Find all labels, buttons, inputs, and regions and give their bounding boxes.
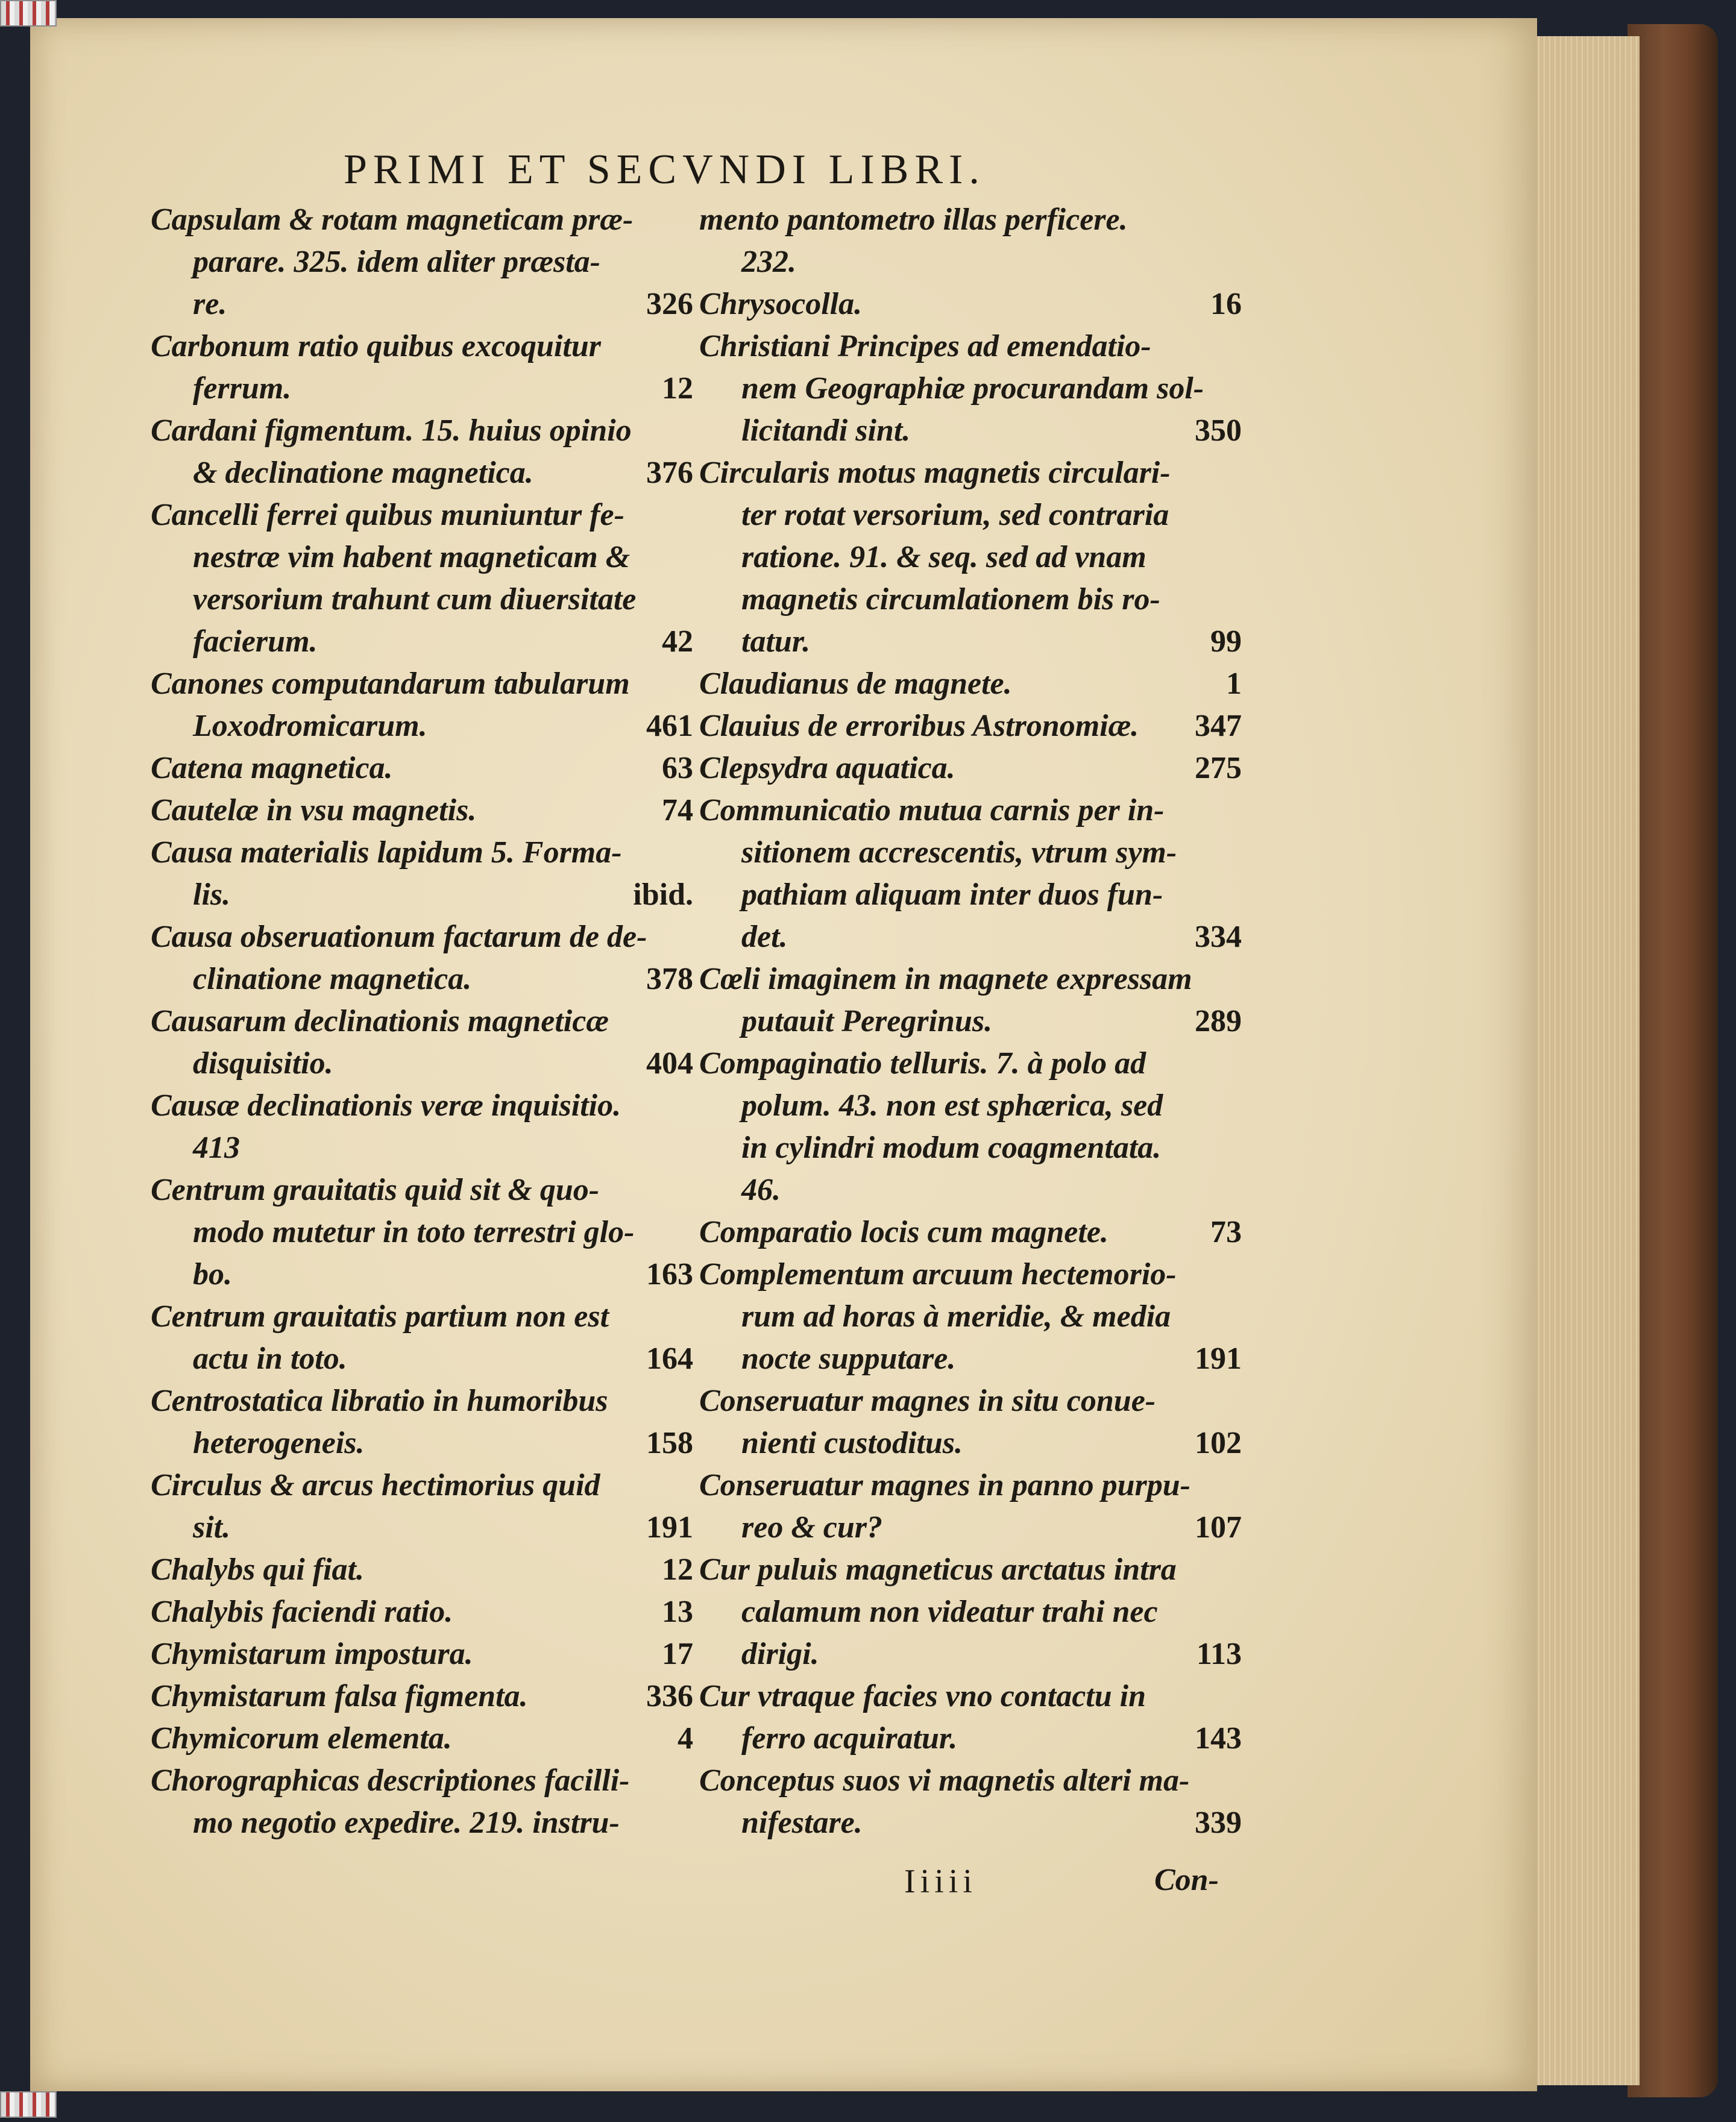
index-entry-line: Chalybis faciendi ratio. xyxy=(151,1595,453,1629)
index-entry-line: Cancelli ferrei quibus muniuntur fe- xyxy=(151,498,624,532)
index-entry-line: lis. xyxy=(193,877,231,912)
index-entry-line: Circularis motus magnetis circulari- xyxy=(699,456,1171,490)
index-entry xyxy=(151,1169,693,1296)
page-reference: 113 xyxy=(1196,1637,1242,1671)
page-reference: 350 xyxy=(1195,413,1242,448)
page-reference: ibid. xyxy=(633,877,693,912)
index-entry xyxy=(151,1296,693,1380)
index-entry xyxy=(699,1549,1242,1675)
index-entry xyxy=(151,747,693,789)
index-entry-line: Claudianus de magnete. xyxy=(699,667,1012,701)
index-entry-line: Centrum grauitatis quid sit & quo- xyxy=(151,1173,600,1207)
index-entry-line: Clauius de erroribus Astronomiæ. xyxy=(699,709,1139,743)
index-entry xyxy=(151,916,693,1000)
index-entry-line: Conseruatur magnes in situ conue- xyxy=(699,1384,1156,1418)
index-entry-line: Capsulam & rotam magneticam præ- xyxy=(151,202,634,237)
index-entry-line: nestræ vim habent magneticam & xyxy=(193,540,631,574)
index-entry-line: Compaginatio telluris. 7. à polo ad xyxy=(699,1046,1146,1081)
clip-bottom xyxy=(0,2091,57,2118)
index-entry xyxy=(151,663,693,747)
index-entry xyxy=(151,1000,693,1085)
page-reference: 4 xyxy=(678,1721,693,1756)
page-reference: 334 xyxy=(1195,920,1242,954)
index-entry-line: nienti custoditus. xyxy=(741,1426,963,1460)
page-reference: 376 xyxy=(646,456,693,490)
index-entry xyxy=(151,1549,693,1591)
index-entry xyxy=(699,325,1242,452)
index-entry-line: Communicatio mutua carnis per in- xyxy=(699,793,1165,827)
index-entry-line: Clepsydra aquatica. xyxy=(699,751,955,785)
index-entry-line: Centrum grauitatis partium non est xyxy=(151,1299,609,1334)
index-entry-line: Causa obseruationum factarum de de- xyxy=(151,920,647,954)
page-reference: 326 xyxy=(646,287,693,321)
index-entry-line: mo negotio expedire. 219. instru- xyxy=(193,1806,620,1840)
page-reference: 143 xyxy=(1195,1721,1242,1756)
page-reference: 275 xyxy=(1195,751,1242,785)
index-entry-line: nem Geographiæ procurandam sol- xyxy=(741,371,1204,406)
page-reference: 289 xyxy=(1195,1004,1242,1038)
running-head: PRIMI ET SECVNDI LIBRI. xyxy=(344,146,986,193)
index-entry-line: ter rotat versorium, sed contraria xyxy=(741,498,1169,532)
index-entry-line: ratione. 91. & seq. sed ad vnam xyxy=(741,540,1146,574)
page-reference: 102 xyxy=(1195,1426,1242,1460)
index-entry-line: Chymistarum falsa figmenta. xyxy=(151,1679,528,1713)
index-entry xyxy=(151,1718,693,1760)
index-column-right xyxy=(699,199,1242,1844)
index-entry xyxy=(151,325,693,410)
page-reference: 17 xyxy=(662,1637,693,1671)
index-entry-line: Carbonum ratio quibus excoquitur xyxy=(151,329,601,363)
index-entry-line: Chalybs qui fiat. xyxy=(151,1552,364,1587)
page-reference: 158 xyxy=(646,1426,693,1460)
index-entry xyxy=(699,283,1242,325)
index-entry-line: sit. xyxy=(193,1510,231,1545)
index-entry-line: Complementum arcuum hectemorio- xyxy=(699,1257,1177,1292)
page-reference: 107 xyxy=(1195,1510,1242,1545)
index-entry xyxy=(699,1254,1242,1380)
index-entry-line: facierum. xyxy=(193,624,318,659)
index-entry-line: & declinatione magnetica. xyxy=(193,456,533,490)
index-entry-line: Causa materialis lapidum 5. Forma- xyxy=(151,835,622,870)
index-entry-line: pathiam aliquam inter duos fun- xyxy=(741,877,1163,912)
page-reference: 191 xyxy=(646,1510,693,1545)
index-entry xyxy=(699,747,1242,789)
index-entry-line: putauit Peregrinus. xyxy=(741,1004,993,1038)
index-entry xyxy=(699,199,1242,283)
index-entry-line: sitionem accrescentis, vtrum sym- xyxy=(741,835,1177,870)
index-entry-line: magnetis circumlationem bis ro- xyxy=(741,582,1160,617)
index-entry-line: Chrysocolla. xyxy=(699,287,863,321)
index-entry-line: Causæ declinationis veræ inquisitio. xyxy=(151,1088,621,1123)
index-entry xyxy=(151,789,693,832)
index-entry xyxy=(151,494,693,663)
index-entry-line: Canones computandarum tabularum xyxy=(151,667,630,701)
index-entry xyxy=(151,1633,693,1675)
index-entry-line: Chymistarum impostura. xyxy=(151,1637,473,1671)
page-reference: 378 xyxy=(646,962,693,996)
index-entry xyxy=(151,199,693,325)
index-entry xyxy=(699,789,1242,958)
page-reference: 163 xyxy=(646,1257,693,1292)
index-entry-line: clinatione magnetica. xyxy=(193,962,472,996)
index-entry xyxy=(699,1211,1242,1254)
index-entry-line: mento pantometro illas perficere. xyxy=(699,202,1128,237)
index-entry-line: det. xyxy=(741,920,788,954)
page-reference: 16 xyxy=(1210,287,1242,321)
index-entry xyxy=(699,1675,1242,1760)
index-entry-line: Cur puluis magneticus arctatus intra xyxy=(699,1552,1177,1587)
index-entry xyxy=(151,1675,693,1718)
index-entry-line: 232. xyxy=(741,245,796,279)
index-entry-line: Cautelæ in vsu magnetis. xyxy=(151,793,477,827)
page-reference: 63 xyxy=(662,751,693,785)
index-entry-line: Cur vtraque facies vno contactu in xyxy=(699,1679,1146,1713)
index-entry-line: disquisitio. xyxy=(193,1046,333,1081)
page-reference: 191 xyxy=(1195,1342,1242,1376)
index-entry xyxy=(151,1464,693,1549)
index-entry-line: reo & cur? xyxy=(741,1510,882,1545)
page-reference: 12 xyxy=(662,371,693,406)
index-entry-line: polum. 43. non est sphærica, sed xyxy=(741,1088,1163,1123)
index-entry-line: Cœli imaginem in magnete expressam xyxy=(699,962,1192,996)
index-entry-line: Chorographicas descriptiones facilli- xyxy=(151,1763,630,1798)
index-entry-line: Christiani Principes ad emendatio- xyxy=(699,329,1151,363)
index-entry-line: dirigi. xyxy=(741,1637,819,1671)
index-entry xyxy=(699,663,1242,705)
index-entry-line: Causarum declinationis magneticæ xyxy=(151,1004,609,1038)
page-reference: 336 xyxy=(646,1679,693,1713)
page-reference: 339 xyxy=(1195,1806,1242,1840)
index-entry-line: Conceptus suos vi magnetis alteri ma- xyxy=(699,1763,1190,1798)
index-entry-line: Loxodromicarum. xyxy=(193,709,427,743)
book-page xyxy=(30,18,1537,2091)
index-entry xyxy=(699,452,1242,663)
index-entry xyxy=(151,1591,693,1633)
index-entry-line: rum ad horas à meridie, & media xyxy=(741,1299,1171,1334)
index-entry xyxy=(151,1085,693,1169)
index-entry-line: bo. xyxy=(193,1257,232,1292)
index-entry-line: calamum non videatur trahi nec xyxy=(741,1595,1158,1629)
page-edges xyxy=(1519,36,1640,2085)
catchword: Con- xyxy=(1154,1863,1219,1897)
index-entry-line: Comparatio locis cum magnete. xyxy=(699,1215,1109,1249)
index-column-left xyxy=(151,199,693,1844)
page-reference: 12 xyxy=(662,1552,693,1587)
leather-cover-edge xyxy=(1628,24,1718,2097)
index-entry xyxy=(151,410,693,494)
page-reference: 13 xyxy=(662,1595,693,1629)
index-entry-line: Conseruatur magnes in panno purpu- xyxy=(699,1468,1190,1502)
index-entry-line: parare. 325. idem aliter præsta- xyxy=(193,245,600,279)
index-entry xyxy=(699,1760,1242,1844)
index-entry-line: Chymicorum elementa. xyxy=(151,1721,452,1756)
clip-top xyxy=(0,0,57,27)
index-entry xyxy=(151,832,693,916)
index-entry-line: tatur. xyxy=(741,624,811,659)
index-entry-line: ferrum. xyxy=(193,371,292,406)
index-entry-line: heterogeneis. xyxy=(193,1426,365,1460)
page-reference: 74 xyxy=(662,793,693,827)
index-entry-line: ferro acquiratur. xyxy=(741,1721,958,1756)
index-entry xyxy=(699,958,1242,1043)
page-reference: 1 xyxy=(1226,667,1242,701)
index-entry xyxy=(699,1380,1242,1464)
index-entry xyxy=(151,1760,693,1844)
signature-mark: Iiiii xyxy=(904,1863,977,1900)
index-entry-line: re. xyxy=(193,287,227,321)
index-entry-line: 46. xyxy=(741,1173,781,1207)
page-reference: 73 xyxy=(1210,1215,1242,1249)
index-entry-line: 413 xyxy=(193,1131,240,1165)
index-entry-line: nifestare. xyxy=(741,1806,863,1840)
index-entry xyxy=(699,1043,1242,1211)
index-entry-line: licitandi sint. xyxy=(741,413,911,448)
page-reference: 461 xyxy=(646,709,693,743)
index-entry-line: Centrostatica libratio in humoribus xyxy=(151,1384,608,1418)
page-reference: 99 xyxy=(1210,624,1242,659)
index-entry-line: actu in toto. xyxy=(193,1342,347,1376)
index-entry-line: Circulus & arcus hectimorius quid xyxy=(151,1468,600,1502)
index-entry-line: Cardani figmentum. 15. huius opinio xyxy=(151,413,632,448)
page-reference: 347 xyxy=(1195,709,1242,743)
index-entry-line: modo mutetur in toto terrestri glo- xyxy=(193,1215,635,1249)
page-reference: 164 xyxy=(646,1342,693,1376)
index-entry xyxy=(699,1464,1242,1549)
page-reference: 404 xyxy=(646,1046,693,1081)
page-reference: 42 xyxy=(662,624,693,659)
index-entry xyxy=(699,705,1242,747)
index-entry xyxy=(151,1380,693,1464)
index-entry-line: Catena magnetica. xyxy=(151,751,393,785)
index-entry-line: versorium trahunt cum diuersitate xyxy=(193,582,637,617)
index-entry-line: in cylindri modum coagmentata. xyxy=(741,1131,1162,1165)
index-entry-line: nocte supputare. xyxy=(741,1342,956,1376)
